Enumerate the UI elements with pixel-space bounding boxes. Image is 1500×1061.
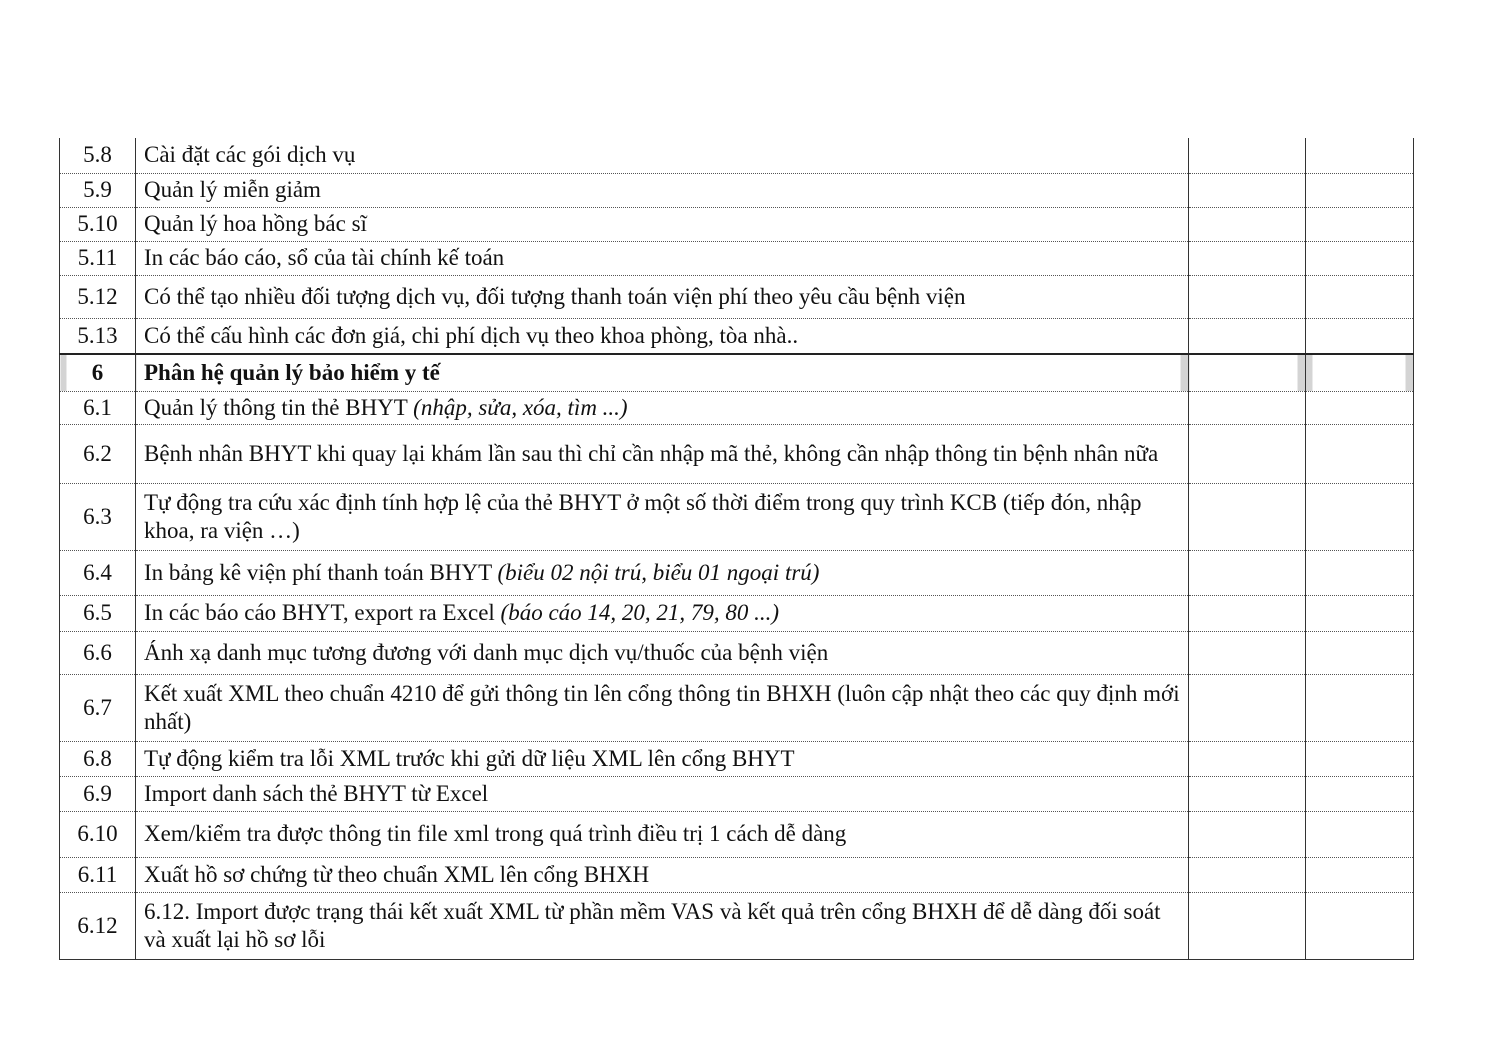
row-number: 6.12 xyxy=(60,892,136,959)
empty-cell xyxy=(1306,424,1414,483)
empty-cell xyxy=(1306,811,1414,857)
section-header-row xyxy=(60,354,1414,391)
row-number: 5.13 xyxy=(60,318,136,354)
table-row xyxy=(60,857,1414,892)
empty-cell xyxy=(1189,275,1306,318)
table-row xyxy=(60,892,1414,959)
row-number: 6.4 xyxy=(60,550,136,595)
row-description: Tự động tra cứu xác định tính hợp lệ của thẻ BHYT ở một số thời điểm trong quy trình KCB (tiếp đón, nhập khoa, ra viện …) xyxy=(136,483,1189,550)
row-description: In bảng kê viện phí thanh toán BHYT (biểu 02 nội trú, biểu 01 ngoại trú) xyxy=(136,550,1189,595)
requirements-table xyxy=(59,138,1414,960)
table-row xyxy=(60,241,1414,275)
table-row xyxy=(60,275,1414,318)
row-number: 6.2 xyxy=(60,424,136,483)
empty-cell xyxy=(1189,811,1306,857)
table-row xyxy=(60,595,1414,631)
empty-cell xyxy=(1306,391,1414,424)
row-description: Có thể cấu hình các đơn giá, chi phí dịch vụ theo khoa phòng, tòa nhà.. xyxy=(136,318,1189,354)
empty-cell xyxy=(1306,776,1414,811)
empty-cell xyxy=(1189,207,1306,241)
row-description: Có thể tạo nhiều đối tượng dịch vụ, đối tượng thanh toán viện phí theo yêu cầu bệnh viện xyxy=(136,275,1189,318)
table-row xyxy=(60,674,1414,741)
empty-cell xyxy=(1306,857,1414,892)
row-number: 5.10 xyxy=(60,207,136,241)
empty-cell xyxy=(1306,138,1414,173)
row-description: Xem/kiểm tra được thông tin file xml trong quá trình điều trị 1 cách dễ dàng xyxy=(136,811,1189,857)
row-number: 6.1 xyxy=(60,391,136,424)
empty-cell xyxy=(1189,241,1306,275)
empty-cell xyxy=(1306,550,1414,595)
empty-cell xyxy=(1189,391,1306,424)
row-description: Quản lý miễn giảm xyxy=(136,173,1189,207)
row-description: Import danh sách thẻ BHYT từ Excel xyxy=(136,776,1189,811)
row-number: 6.8 xyxy=(60,741,136,776)
table-row xyxy=(60,318,1414,354)
row-description: Quản lý thông tin thẻ BHYT (nhập, sửa, xóa, tìm ...) xyxy=(136,391,1189,424)
table-row xyxy=(60,631,1414,674)
table-row xyxy=(60,483,1414,550)
empty-cell xyxy=(1306,892,1414,959)
empty-cell xyxy=(1189,424,1306,483)
empty-cell xyxy=(1306,173,1414,207)
table-row xyxy=(60,550,1414,595)
empty-cell xyxy=(1306,241,1414,275)
empty-cell xyxy=(1306,741,1414,776)
table-row xyxy=(60,776,1414,811)
empty-cell xyxy=(1189,318,1306,354)
empty-cell xyxy=(1189,741,1306,776)
table-row xyxy=(60,811,1414,857)
empty-cell xyxy=(1189,550,1306,595)
row-description: Cài đặt các gói dịch vụ xyxy=(136,138,1189,173)
empty-cell xyxy=(1306,318,1414,354)
empty-cell xyxy=(1189,776,1306,811)
section-title: Phân hệ quản lý bảo hiểm y tế xyxy=(136,354,1189,391)
empty-cell xyxy=(1189,483,1306,550)
empty-cell xyxy=(1306,275,1414,318)
row-number: 6.10 xyxy=(60,811,136,857)
row-number: 6.7 xyxy=(60,674,136,741)
empty-cell xyxy=(1306,674,1414,741)
row-description: Ánh xạ danh mục tương đương với danh mục dịch vụ/thuốc của bệnh viện xyxy=(136,631,1189,674)
row-description: In các báo cáo, sổ của tài chính kế toán xyxy=(136,241,1189,275)
table-row xyxy=(60,741,1414,776)
empty-cell xyxy=(1189,892,1306,959)
empty-cell xyxy=(1189,354,1306,391)
row-number: 5.11 xyxy=(60,241,136,275)
empty-cell xyxy=(1189,595,1306,631)
empty-cell xyxy=(1189,857,1306,892)
row-number: 6.6 xyxy=(60,631,136,674)
empty-cell xyxy=(1189,138,1306,173)
row-description: Quản lý hoa hồng bác sĩ xyxy=(136,207,1189,241)
table-row xyxy=(60,391,1414,424)
table-row xyxy=(60,207,1414,241)
table-row xyxy=(60,424,1414,483)
empty-cell xyxy=(1306,483,1414,550)
empty-cell xyxy=(1306,631,1414,674)
row-note: (báo cáo 14, 20, 21, 79, 80 ...) xyxy=(500,600,780,625)
row-number: 6.11 xyxy=(60,857,136,892)
empty-cell xyxy=(1189,173,1306,207)
empty-cell xyxy=(1189,631,1306,674)
empty-cell xyxy=(1306,207,1414,241)
row-description: 6.12. Import được trạng thái kết xuất XML từ phần mềm VAS và kết quả trên cổng BHXH để dễ dàng đối soát và xuất lại hồ sơ lỗi xyxy=(136,892,1189,959)
row-number: 5.12 xyxy=(60,275,136,318)
row-description: Xuất hồ sơ chứng từ theo chuẩn XML lên cổng BHXH xyxy=(136,857,1189,892)
table-row xyxy=(60,138,1414,173)
empty-cell xyxy=(1306,595,1414,631)
row-description: Kết xuất XML theo chuẩn 4210 để gửi thông tin lên cổng thông tin BHXH (luôn cập nhật theo các quy định mới nhất) xyxy=(136,674,1189,741)
row-number: 5.9 xyxy=(60,173,136,207)
empty-cell xyxy=(1306,354,1414,391)
empty-cell xyxy=(1189,674,1306,741)
row-number: 6.9 xyxy=(60,776,136,811)
section-number: 6 xyxy=(60,354,136,391)
row-number: 5.8 xyxy=(60,138,136,173)
row-description: Bệnh nhân BHYT khi quay lại khám lần sau thì chỉ cần nhập mã thẻ, không cần nhập thông tin bệnh nhân nữa xyxy=(136,424,1189,483)
row-number: 6.5 xyxy=(60,595,136,631)
row-note: (biểu 02 nội trú, biểu 01 ngoại trú) xyxy=(497,559,820,585)
row-description: Tự động kiểm tra lỗi XML trước khi gửi dữ liệu XML lên cổng BHYT xyxy=(136,741,1189,776)
table-row xyxy=(60,173,1414,207)
row-note: (nhập, sửa, xóa, tìm ...) xyxy=(413,394,628,420)
row-description: In các báo cáo BHYT, export ra Excel (báo cáo 14, 20, 21, 79, 80 ...) xyxy=(136,595,1189,631)
row-number: 6.3 xyxy=(60,483,136,550)
